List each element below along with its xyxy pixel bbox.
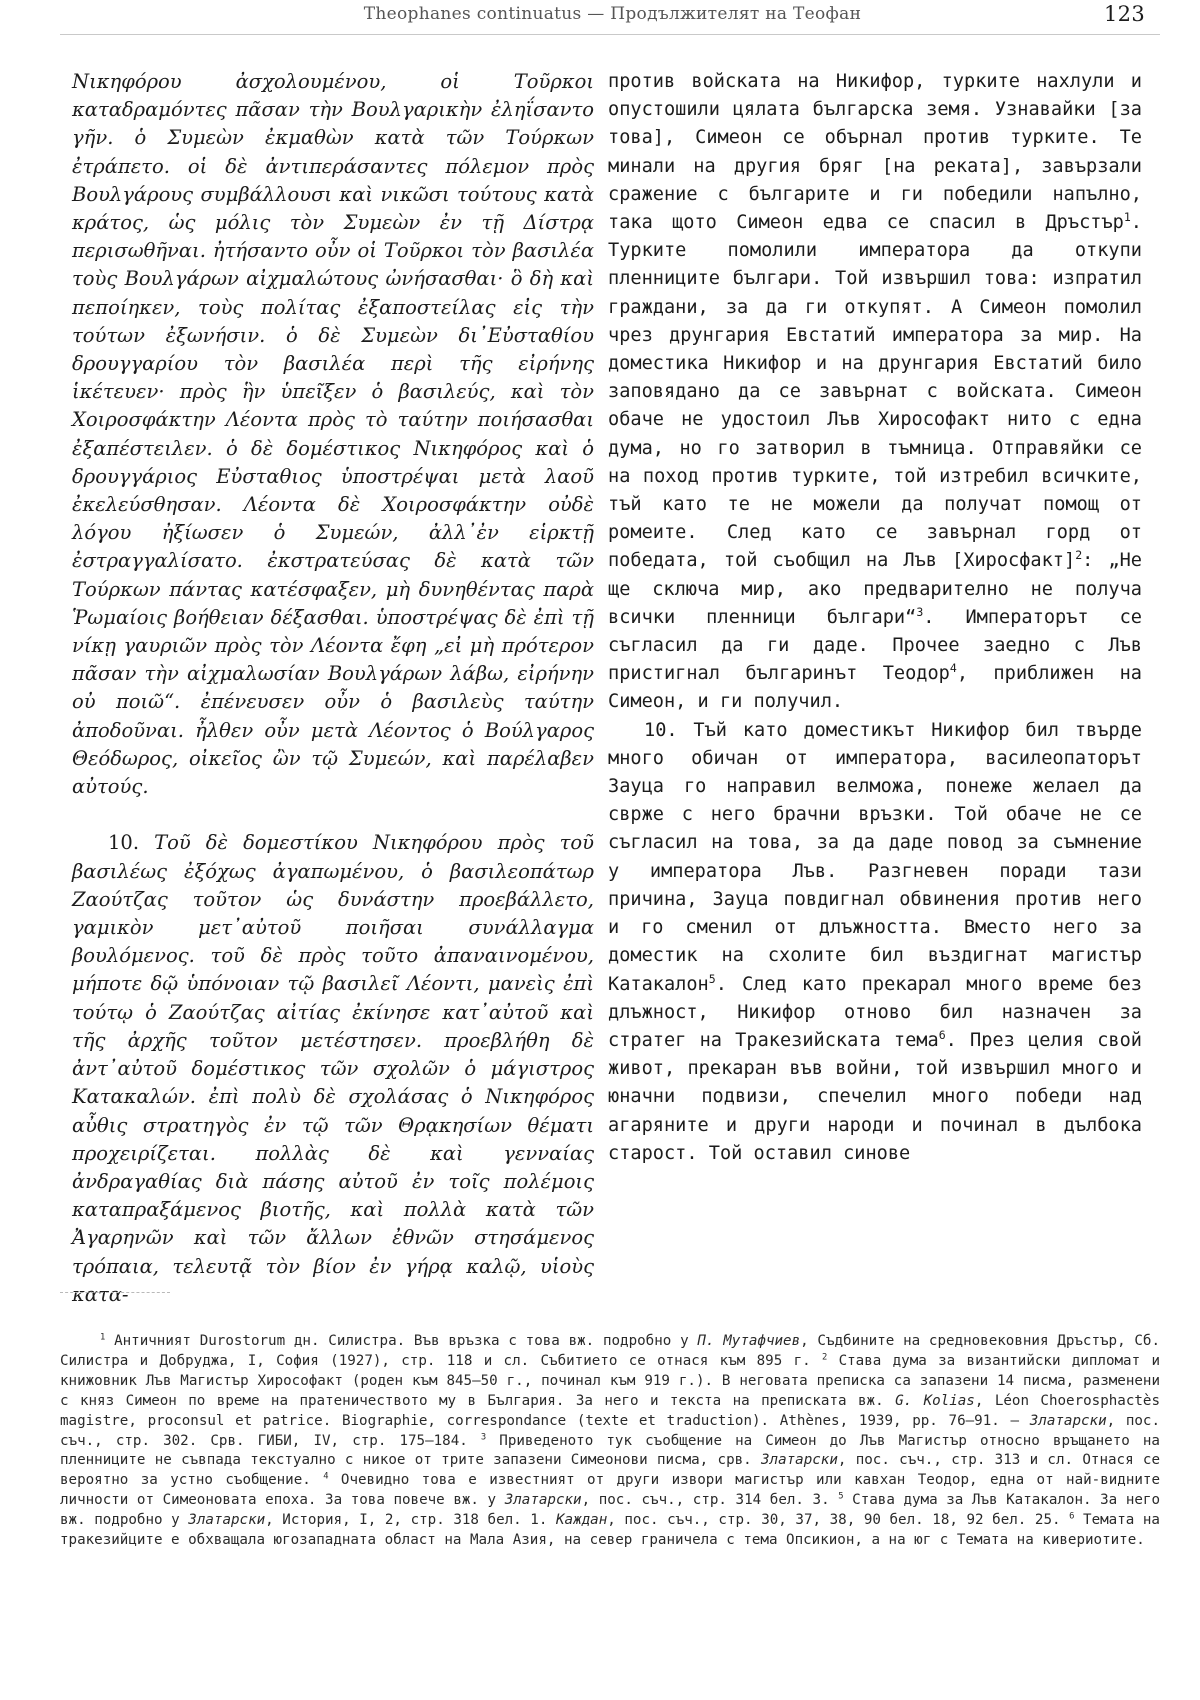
footnotes-text (60, 1332, 1160, 1551)
translation-text: : „Не ще сключа мир, ако предварително не получа всички пленници българи“ (608, 550, 1142, 628)
footnote-separator (60, 1292, 170, 1293)
cited-author: Златарски (188, 1512, 266, 1529)
footnote-number: 2 (821, 1352, 828, 1363)
page-number: 123 (1104, 2, 1145, 26)
footnote-text: , История, I, 2, стр. 318 бел. 1. (265, 1512, 556, 1529)
footnote-text: Става дума за византийски дипломат и книжовник Лъв Магистър Хирософакт (роден към 845—50 г., починал към 919 г.). В неговата преписка са запазени 14 писма, разменени с княз Симеон по време на пратеничеството му в България. За него и текста на преписката вж. (60, 1352, 1160, 1409)
paragraph-spacer (72, 801, 594, 829)
footnote-ref[interactable]: 3 (916, 604, 924, 619)
running-title: Theophanes continuatus — Продължителят на Теофан (363, 4, 862, 24)
footnote-text: , пос. съч., стр. 30, 37, 38, 90 бел. 18, 92 бел. 25. (607, 1512, 1061, 1529)
section-number: 10. (108, 831, 140, 855)
footnote-text: Темата на тракезийците е обхващала югозападната област на Мала Азия, на север граничела с тема Опсикион, а на юг с Темата на кивериотите. (60, 1512, 1160, 1549)
cited-author: Златарски (504, 1492, 582, 1509)
footnote-text: Става дума за Лъв Катакалон. За него вж. подробно у (60, 1492, 1160, 1529)
running-head (80, 2, 1145, 30)
greek-paragraph: Νικηφόρου ἀσχολουμένου, οἱ Τοῦρκοι καταδραμόντες πᾶσαν τὴν Βουλγαρικὴν ἐληΐσαντο γῆν. ὁ Συμεὼν ἐκμαθὼν κατὰ τῶν Τούρκων ἐτράπετο. οἱ δὲ ἀντιπεράσαντες πόλεμον πρὸς Βουλγάρους συμβάλλουσι καὶ νικῶσι τούτους κατὰ κράτος, ὡς μόλις τὸν Συμεὼν ἐν τῇ Δίστρᾳ περισωθῆναι. ἠτήσαντο οὖν οἱ Τοῦρκοι τὸν βασιλέα τοὺς Βουλγάρων αἰχμαλώτους ὠνήσασθαι· ὃ δὴ καὶ πεποίηκεν, τοὺς πολίτας ἐξαποστείλας εἰς τὴν τούτων ἐξωνήσιν. ὁ δὲ Συμεὼν δι᾽Εὐσταθίου δρουγγαρίου τὸν βασιλέα περὶ τῆς εἰρήνης ἱκέτευεν· πρὸς ἣν ὑπεῖξεν ὁ βασιλεύς, καὶ τὸν Χοιροσφάκτην Λέοντα πρὸς τὸ ταύτην ποιήσασθαι ἐξαπέστειλεν. ὁ δὲ δομέστικος Νικηφόρος καὶ ὁ δρουγγάριος Εὐσταθιος ὑποστρέψαι μετὰ λαοῦ ἐκελεύσθησαν. Λέοντα δὲ Χοιροσφάκτην οὐδὲ λόγου ἠξίωσεν ὁ Συμεών, ἀλλ᾽ἐν εἱρκτῇ ἐστραγγαλίσατο. ἐκστρατεύσας δὲ κατὰ τῶν Τούρκων πάντας κατέσφαξεν, μὴ δυνηθέντας παρὰ Ῥωμαίοις βοήθειαν δέξασθαι. ὑποστρέψας δὲ ἐπὶ τῇ νίκῃ γαυριῶν πρὸς τὸν Λέοντα ἔφη „εἰ μὴ πρότερον πᾶσαν τὴν αἰχμαλωσίαν Βουλγάρων λάβω, εἰρήνην οὐ ποιῶ“. ἐπένευσεν οὖν ὁ βασιλεὺς ταύτην ἀποδοῦναι. ἦλθεν οὖν μετὰ Λέοντος ὁ Βούλγαρος Θεόδωρος, οἰκεῖος ὢν τῷ Συμεών, καὶ παρέλαβεν αὐτούς. (72, 70, 594, 799)
footnote-number: 5 (838, 1491, 844, 1502)
header-rule (60, 34, 1160, 35)
footnote-number: 1 (100, 1332, 106, 1343)
footnote-text: , Léon Choerosphactès magistre, proconsul et patrice. Biographie, correspondance (texte et traduction). Athènes, 1939, pp. 76—91. — (60, 1392, 1161, 1429)
translation-text: . След като прекарал много време без длъжност, Никифор отново бил назначен за стратег на Тракезийската тема (608, 973, 1142, 1051)
translation-paragraph (608, 68, 1142, 717)
footnote-text: Античният Durostorum дн. Силистра. Във връзка с това вж. подробно у (105, 1333, 698, 1349)
footnote-text: Приведеното тук съобщение на Симеон до Лъв Магистър относно връщането на пленниците не съвпада текстуално с никое от трите запазени Симеонови писма, срв. (60, 1432, 1160, 1469)
footnote-number: 6 (1069, 1511, 1075, 1522)
translation-text: . През целия свой живот, прекаран във войни, той извършил много и юначни подвизи, спечелил много победи над агаряните и други народи и починал в дълбока старост. Той оставил синове (608, 1029, 1142, 1164)
footnote-text: , пос. съч., стр. 302. Срв. ГИБИ, IV, стр. 175—184. (60, 1412, 1161, 1449)
translation-text: . Турките помолили императора да откупи пленниците българи. Той извършил това: изпратил граждани, за да ги откупят. А Симеон помолил чрез друнгария Евстатий императора за мир. На доместика Никифор и на друнгария Евстатий било заповядано да се завърнат с войската. Симеон обаче не удостоил Лъв Хирософакт нито с една дума, но го затворил в тъмница. Отправяйки се на поход против турките, той изтребил всичките, тъй като те не можели да получат помощ от ромеите. След като се завърнал горд от победата, той съобщил на Лъв [Хиросфакт] (608, 212, 1142, 572)
footnote-ref[interactable]: 6 (938, 1027, 946, 1042)
greek-text-column (72, 68, 594, 1309)
translation-text: против войската на Никифор, турките нахлули и опустошили цялата българска земя. Узнавайки [за това], Симеон се обърнал против турките. Те минали на другия бряг [на реката], завързали сражение с българите и ги победили напълно, така щото Симеон едва се спасил в Дръстър (608, 71, 1142, 234)
translation-text: 10. Тъй като доместикът Никифор бил твърде много обичан от императора, василеопаторът Зауца го направил велможа, понеже желаел да сврже с него брачни връзки. Той обаче не се съгласил на това, за да даде повод за съмнение у императора Лъв. Разгневен поради тази причина, Зауца повдигнал обвинения против него и го сменил от длъжността. Вместо него за доместик на схолите бил въздигнат магистър Катакалон (608, 719, 1142, 995)
cited-author: Златарски (761, 1452, 838, 1469)
cited-author: Каждан (555, 1512, 608, 1529)
footnote-ref[interactable]: 4 (949, 661, 957, 676)
footnote-number: 3 (480, 1431, 487, 1442)
translation-text: . Императорът се съгласил да ги даде. Прочее заедно с Лъв пристигнал българинът Теодор (608, 606, 1142, 685)
footnote-ref[interactable]: 1 (1123, 209, 1131, 224)
footnote-text: , пос. съч., стр. 313 и сл. Отнася се вероятно за устно съобщение. (60, 1452, 1160, 1489)
footnote-text: , пос. съч., стр. 314 бел. 3. (581, 1492, 830, 1509)
footnote-number: 4 (323, 1471, 329, 1482)
cited-author: G. Kolias (895, 1392, 975, 1409)
cited-author: П. Мутафчиев (697, 1333, 801, 1349)
greek-paragraph-10-text: Τοῦ δὲ δομεστίκου Νικηφόρου πρὸς τοῦ βασιλέως ἐξόχως ἀγαπωμένου, ὁ βασιλεοπάτωρ Ζαούτζας τοῦτον ὡς δυνάστην προεβάλλετο, γαμικὸν μετ᾽αὐτοῦ ποιῆσαι συνάλλαγμα βουλόμενος. τοῦ δὲ πρὸς τοῦτο ἀπαναινομένου, μήποτε δῷ ὑπόνοιαν τῷ βασιλεῖ Λέοντι, μανεὶς ἐπὶ τούτῳ ὁ Ζαούτζας αἰτίας ἐκίνησε κατ᾽αὐτοῦ καὶ τῆς ἀρχῆς τοῦτον μετέστησεν. προεβλήθη δὲ ἀντ᾽αὐτοῦ δομέστικος τῶν σχολῶν ὁ μάγιστρος Κατακαλών. ἐπὶ πολὺ δὲ σχολάσας ὁ Νικηφόρος αὖθις στρατηγὸς ἐν τῷ τῶν Θρᾳκησίων θέματι προχειρίζεται. πολλὰς δὲ καὶ γενναίας ἀνδραγαθίας διὰ πάσης αὐτοῦ ἐν τοῖς πολέμοις καταπραξάμενος βιοτῆς, καὶ πολλὰ κατὰ τῶν Ἀγαρηνῶν καὶ τῶν ἄλλων ἐθνῶν στησάμενος τρόπαια, τελευτᾷ τὸν βίον ἐν γήρᾳ καλῷ, υἱοὺς κατα- (72, 831, 595, 1306)
cited-author: Златарски (1029, 1412, 1107, 1429)
footnote-text: Очевидно това е известният от други извори магистър или кавхан Теодор, една от най-видните личности от Симеоновата епоха. За това повече вж. у (60, 1472, 1160, 1509)
footnote-ref[interactable]: 5 (708, 971, 716, 986)
footnote-text: , Съдбините на средновековния Дръстър, Сб. Силистра и Добруджа, I, София (1927), стр. 118 и сл. Събитието се отнася към 895 г. (60, 1333, 1161, 1369)
bulgarian-translation-column (608, 68, 1142, 1168)
translation-text: , приближен на Симеон, и ги получил. (608, 663, 1142, 713)
greek-paragraph-10 (72, 829, 594, 1308)
footnotes (60, 1332, 1160, 1551)
translation-paragraph-10 (608, 717, 1142, 1168)
footnote-ref[interactable]: 2 (1075, 548, 1083, 563)
